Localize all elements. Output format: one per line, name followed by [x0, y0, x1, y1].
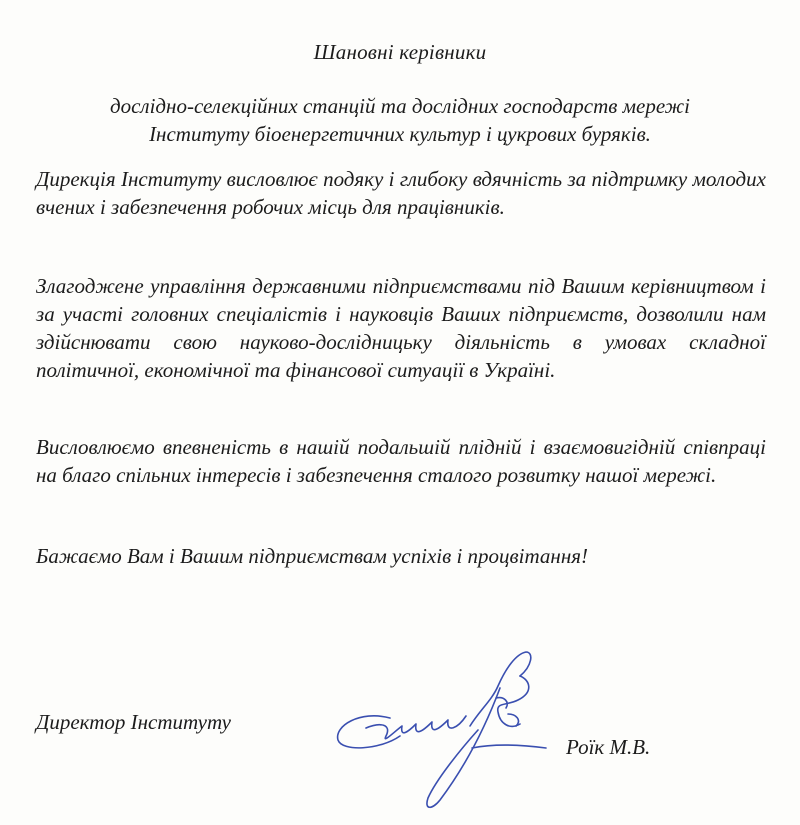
greeting: Шановні керівники	[313, 40, 487, 64]
paragraph-cooperation: Висловлюємо впевненість в нашій подальшій плідній і взаємовигідній співпраці на благо спільних інтересів і забезпечення сталого розвитку нашої мережі.	[36, 435, 766, 487]
addressee-line: Інституту біоенергетичних культур і цукрових буряків.	[149, 122, 651, 146]
paragraph-gratitude: Дирекція Інституту висловлює подяку і глибоку вдячність за підтримку молодих вчених і забезпечення робочих місць для працівників.	[36, 167, 766, 219]
signatory-title: Директор Інституту	[36, 710, 231, 734]
addressee-line: дослідно-селекційних станцій та дослідних господарств мережі	[109, 94, 691, 118]
handwritten-signature	[320, 640, 560, 815]
paragraph-wishes: Бажаємо Вам і Вашим підприємствам успіхів і процвітання!	[36, 544, 589, 568]
signatory-name: Роїк М.В.	[566, 735, 651, 759]
paragraph-management: Злагоджене управління державними підприємствами під Вашим керівництвом і за участі головних спеціалістів і науковців Ваших підприємств, дозволили нам здійснювати свою науково-дослідницьку діяльність в умовах складної політичної, економічної та фінансової ситуації в Україні.	[36, 274, 766, 382]
addressee	[0, 92, 800, 148]
